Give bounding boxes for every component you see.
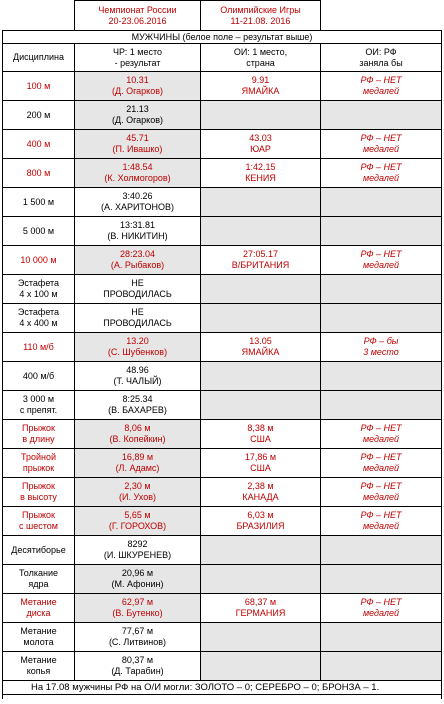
champ-result-cell-line: (Д. Тарабин) (111, 666, 164, 676)
olympic-result-cell-line: США (250, 463, 271, 473)
discipline-cell-line: молота (23, 637, 54, 647)
champ-result-cell-line: (А. ХАРИТОНОВ) (100, 202, 175, 212)
table-row (3, 275, 442, 304)
rf-place-cell-line: РФ – НЕТ (360, 162, 402, 172)
discipline-cell-line: Метание (20, 597, 57, 607)
champ-result-cell-line: 5,65 м (124, 510, 151, 520)
col-rf: ОИ: РФ заняла бы (321, 44, 442, 72)
table-row (3, 362, 442, 391)
olympic-result-cell (201, 159, 321, 188)
discipline-cell-line: с препят. (19, 405, 58, 415)
olympic-result-cell-line: 2,38 м (247, 481, 274, 491)
discipline-cell (3, 159, 75, 188)
champ-result-cell-line: 62,97 м (121, 597, 154, 607)
rf-place-cell (321, 333, 442, 362)
champ-result-cell-line: НЕ (131, 307, 144, 317)
rf-place-cell-line: РФ – НЕТ (360, 249, 402, 259)
olympics-dates: 11-21.08. 2016 (230, 15, 291, 26)
col-olympic: ОИ: 1 место, страна (201, 44, 321, 72)
rf-place-cell (321, 188, 442, 217)
olympic-result-cell (201, 565, 321, 594)
olympic-result-cell (201, 304, 321, 333)
champ-result-cell (75, 565, 201, 594)
champ-result-cell-line: (Г. ГОРОХОВ) (108, 521, 167, 531)
champ-result-cell-line: (М. Афонин) (111, 579, 164, 589)
champ-result-cell-line: (П. Ивашко) (112, 144, 163, 154)
olympic-result-cell-line: 17,86 м (244, 452, 277, 462)
discipline-cell-line: 1 500 м (22, 196, 55, 207)
rf-place-cell-line: медалей (362, 521, 400, 531)
discipline-cell-line: прыжок (22, 463, 55, 473)
rf-place-cell-line: медалей (362, 492, 400, 502)
discipline-cell (3, 623, 75, 652)
champ-result-cell-line: (С. Литвинов) (108, 637, 167, 647)
champ-result-cell-line: (В. Копейкин) (109, 434, 166, 444)
olympic-result-cell (201, 594, 321, 623)
discipline-cell-line: 800 м (26, 167, 51, 178)
table-row (3, 333, 442, 362)
discipline-cell-line: Толкание (19, 568, 58, 578)
table-row (3, 72, 442, 101)
champ-result-cell (75, 72, 201, 101)
olympic-result-cell-line: ЯМАЙКА (241, 347, 280, 357)
discipline-cell-line: 400 м (26, 138, 51, 149)
table-row (3, 188, 442, 217)
olympic-result-cell-line: 9.91 (251, 75, 270, 85)
rf-place-cell (321, 652, 442, 681)
discipline-cell (3, 275, 75, 304)
champ-result-cell-line: 16,89 м (121, 452, 154, 462)
discipline-cell-line: ядра (28, 579, 49, 589)
discipline-cell (3, 507, 75, 536)
russia-header (75, 1, 201, 31)
table-row (3, 652, 442, 681)
rf-place-cell-line: РФ – НЕТ (360, 452, 402, 462)
cut-off-row (3, 695, 442, 700)
champ-result-cell-line: (Д. Огарков) (111, 86, 163, 96)
table-row (3, 217, 442, 246)
olympic-result-cell-line: 43.03 (249, 133, 272, 143)
rf-place-cell-line: медалей (362, 463, 400, 473)
rf-place-cell (321, 565, 442, 594)
discipline-cell-line: Прыжок (22, 510, 55, 520)
table-row (3, 246, 442, 275)
discipline-cell (3, 72, 75, 101)
rf-place-cell-line: медалей (362, 173, 400, 183)
champ-result-cell-line: (Т. ЧАЛЫЙ) (113, 376, 162, 386)
champ-result-cell-line: 45.71 (126, 133, 149, 143)
rf-place-cell-line: РФ – бы (363, 336, 399, 346)
olympic-result-cell-line: США (250, 434, 271, 444)
header-blank (3, 1, 75, 31)
olympic-result-cell-line: 6,03 м (247, 510, 274, 520)
olympic-result-cell (201, 130, 321, 159)
section-title: МУЖЧИНЫ (белое поле – результат выше) (3, 31, 442, 44)
champ-result-cell-line: (В. БАХАРЕВ) (108, 405, 167, 415)
champ-result-cell (75, 362, 201, 391)
rf-place-cell (321, 623, 442, 652)
champ-result-cell-line: 8:25.34 (122, 394, 153, 404)
discipline-cell (3, 246, 75, 275)
discipline-cell-line: 4 х 400 м (19, 318, 58, 328)
cut-row (3, 695, 442, 700)
champ-result-cell (75, 594, 201, 623)
olympic-result-cell (201, 217, 321, 246)
rf-place-cell-line: РФ – НЕТ (360, 423, 402, 433)
discipline-cell-line: 200 м (26, 109, 51, 120)
olympic-result-cell (201, 391, 321, 420)
champ-result-cell-line: 77,67 м (121, 626, 154, 636)
discipline-cell (3, 304, 75, 333)
rf-place-cell (321, 449, 442, 478)
table-row (3, 420, 442, 449)
discipline-cell-line: с шестом (19, 521, 58, 531)
section-row (3, 31, 442, 44)
medal-summary: На 17.08 мужчины РФ на О/И могли: ЗОЛОТО – 0; СЕРЕБРО – 0; БРОНЗА – 1. (3, 681, 442, 695)
rf-place-cell (321, 159, 442, 188)
olympic-result-cell (201, 623, 321, 652)
olympic-result-cell (201, 101, 321, 130)
footer-row (3, 681, 442, 695)
discipline-cell-line: Эстафета (17, 307, 60, 317)
champ-result-cell (75, 478, 201, 507)
olympic-result-cell-line: КАНАДА (242, 492, 279, 502)
rf-place-cell (321, 72, 442, 101)
discipline-cell (3, 536, 75, 565)
discipline-cell (3, 478, 75, 507)
discipline-cell-line: диска (26, 608, 51, 618)
rf-place-cell-line: РФ – НЕТ (360, 510, 402, 520)
champ-result-cell-line: (В. Бутенко) (112, 608, 163, 618)
table-row (3, 536, 442, 565)
rf-place-cell (321, 101, 442, 130)
champ-result-cell-line: (А. Рыбаков) (110, 260, 165, 270)
olympic-result-cell-line: В/БРИТАНИЯ (231, 260, 290, 270)
discipline-cell (3, 217, 75, 246)
rf-place-cell (321, 507, 442, 536)
champ-result-cell-line: (Л. Адамс) (115, 463, 160, 473)
olympic-result-cell-line: 13.05 (249, 336, 272, 346)
olympic-result-cell-line: 27:05.17 (242, 249, 279, 259)
table-row (3, 449, 442, 478)
olympic-result-cell-line: КЕНИЯ (245, 173, 276, 183)
rf-place-cell-line: РФ – НЕТ (360, 481, 402, 491)
discipline-cell (3, 130, 75, 159)
champ-result-cell (75, 130, 201, 159)
olympic-result-cell (201, 652, 321, 681)
discipline-cell-line: 5 000 м (22, 225, 55, 236)
olympic-result-cell-line: 1:42.15 (245, 162, 276, 172)
rf-place-cell-line: РФ – НЕТ (360, 133, 402, 143)
champ-result-cell-line: 8292 (127, 539, 148, 549)
discipline-cell (3, 101, 75, 130)
discipline-cell (3, 594, 75, 623)
olympic-result-cell-line: БРАЗИЛИЯ (236, 521, 285, 531)
olympic-result-cell (201, 420, 321, 449)
discipline-cell-line: Прыжок (22, 423, 55, 433)
olympic-result-cell (201, 536, 321, 565)
russia-dates: 20-23.06.2016 (108, 15, 167, 26)
discipline-cell (3, 391, 75, 420)
champ-result-cell (75, 101, 201, 130)
discipline-cell-line: 110 м/б (23, 341, 54, 352)
champ-result-cell (75, 652, 201, 681)
rf-place-cell (321, 536, 442, 565)
table-row (3, 304, 442, 333)
rf-place-cell (321, 304, 442, 333)
olympic-result-cell-line: 8,38 м (247, 423, 274, 433)
rf-place-cell (321, 275, 442, 304)
discipline-cell (3, 565, 75, 594)
champ-result-cell-line: (И. ШКУРЕНЕВ) (103, 550, 172, 560)
discipline-cell-line: 10 000 м (20, 254, 57, 265)
rf-place-cell (321, 420, 442, 449)
champ-result-cell-line: (К. Холмогоров) (104, 173, 171, 183)
champ-result-cell (75, 623, 201, 652)
champ-result-cell (75, 304, 201, 333)
champ-result-cell (75, 217, 201, 246)
rf-place-cell-line: медалей (362, 144, 400, 154)
rf-place-cell-line: РФ – НЕТ (360, 597, 402, 607)
rf-place-cell (321, 362, 442, 391)
table-row (3, 507, 442, 536)
champ-result-cell-line: (Д. Огарков) (111, 115, 163, 125)
olympic-result-cell (201, 449, 321, 478)
col-champ: ЧР: 1 место - результат (75, 44, 201, 72)
rf-place-cell (321, 246, 442, 275)
champ-result-cell (75, 333, 201, 362)
discipline-cell (3, 449, 75, 478)
discipline-cell-line: Эстафета (17, 278, 60, 288)
champ-result-cell (75, 391, 201, 420)
champ-result-cell-line: 80,37 м (121, 655, 154, 665)
rf-place-cell-line: медалей (362, 434, 400, 444)
champ-result-cell-line: ПРОВОДИЛАСЬ (103, 318, 172, 328)
olympic-result-cell (201, 188, 321, 217)
table-row (3, 159, 442, 188)
champ-result-cell (75, 275, 201, 304)
discipline-cell-line: Прыжок (22, 481, 55, 491)
olympic-result-cell-line: ЮАР (250, 144, 271, 154)
rf-place-cell-line: РФ – НЕТ (360, 75, 402, 85)
discipline-cell-line: 4 х 100 м (19, 289, 58, 299)
olympic-result-cell (201, 246, 321, 275)
olympic-result-cell (201, 507, 321, 536)
discipline-cell-line: в высоту (20, 492, 57, 502)
olympic-result-cell-line: ГЕРМАНИЯ (235, 608, 286, 618)
champ-result-cell-line: НЕ (131, 278, 144, 288)
champ-result-cell (75, 449, 201, 478)
olympic-result-cell-line: ЯМАЙКА (241, 86, 280, 96)
rf-place-cell-line: медалей (362, 86, 400, 96)
champ-result-cell-line: (И. Ухов) (119, 492, 156, 502)
champ-result-cell (75, 536, 201, 565)
champ-result-cell-line: 2,30 м (124, 481, 151, 491)
champ-result-cell-line: ПРОВОДИЛАСЬ (103, 289, 172, 299)
header-blank-right (321, 1, 442, 31)
discipline-cell (3, 420, 75, 449)
champ-result-cell-line: 48.96 (126, 365, 149, 375)
table-row (3, 623, 442, 652)
champ-result-cell (75, 246, 201, 275)
champ-result-cell-line: 21.13 (126, 104, 149, 114)
champ-result-cell (75, 420, 201, 449)
russia-title: Чемпионат России (98, 4, 177, 15)
table-row (3, 130, 442, 159)
header-row (3, 1, 442, 31)
rf-place-cell-line: 3 место (363, 347, 399, 357)
olympic-result-cell (201, 478, 321, 507)
olympic-result-cell (201, 333, 321, 362)
champ-result-cell (75, 159, 201, 188)
discipline-cell (3, 188, 75, 217)
champ-result-cell-line: (С. Шубенков) (107, 347, 168, 357)
champ-result-cell-line: 3:40.26 (122, 191, 153, 201)
discipline-cell (3, 333, 75, 362)
olympic-result-cell (201, 362, 321, 391)
discipline-cell-line: Десятиборье (11, 544, 66, 555)
col-discipline: Дисциплина (3, 44, 75, 72)
olympics-title: Олимпийские Игры (220, 4, 301, 15)
rf-place-cell (321, 391, 442, 420)
champ-result-cell-line: 28:23.04 (119, 249, 156, 259)
champ-result-cell-line: 8,06 м (124, 423, 151, 433)
olympic-result-cell (201, 72, 321, 101)
discipline-cell-line: Тройной (20, 452, 57, 462)
olympic-result-cell-line: 68,37 м (244, 597, 277, 607)
table-row (3, 565, 442, 594)
discipline-cell-line: 3 000 м (22, 394, 55, 404)
table-row (3, 391, 442, 420)
table-row (3, 101, 442, 130)
rf-place-cell-line: медалей (362, 608, 400, 618)
discipline-cell (3, 362, 75, 391)
champ-result-cell (75, 188, 201, 217)
champ-result-cell (75, 507, 201, 536)
table-row (3, 594, 442, 623)
champ-result-cell-line: 13.20 (126, 336, 149, 346)
champ-result-cell-line: 1:48.54 (122, 162, 153, 172)
olympics-header (201, 1, 321, 31)
rf-place-cell (321, 594, 442, 623)
rf-place-cell (321, 217, 442, 246)
champ-result-cell-line: (В. НИКИТИН) (107, 231, 168, 241)
results-table (2, 0, 442, 699)
discipline-cell-line: 400 м/б (22, 370, 55, 381)
discipline-cell-line: в длину (22, 434, 55, 444)
discipline-cell-line: копья (26, 666, 51, 676)
discipline-cell-line: Метание (20, 655, 57, 665)
column-header-row (3, 44, 442, 72)
rf-place-cell-line: медалей (362, 260, 400, 270)
champ-result-cell-line: 10.31 (126, 75, 149, 85)
discipline-cell-line: 100 м (26, 80, 51, 91)
champ-result-cell-line: 13:31.81 (119, 220, 156, 230)
champ-result-cell-line: 20,96 м (121, 568, 154, 578)
rf-place-cell (321, 478, 442, 507)
table-row (3, 478, 442, 507)
discipline-cell-line: Метание (20, 626, 57, 636)
rf-place-cell (321, 130, 442, 159)
discipline-cell (3, 652, 75, 681)
olympic-result-cell (201, 275, 321, 304)
